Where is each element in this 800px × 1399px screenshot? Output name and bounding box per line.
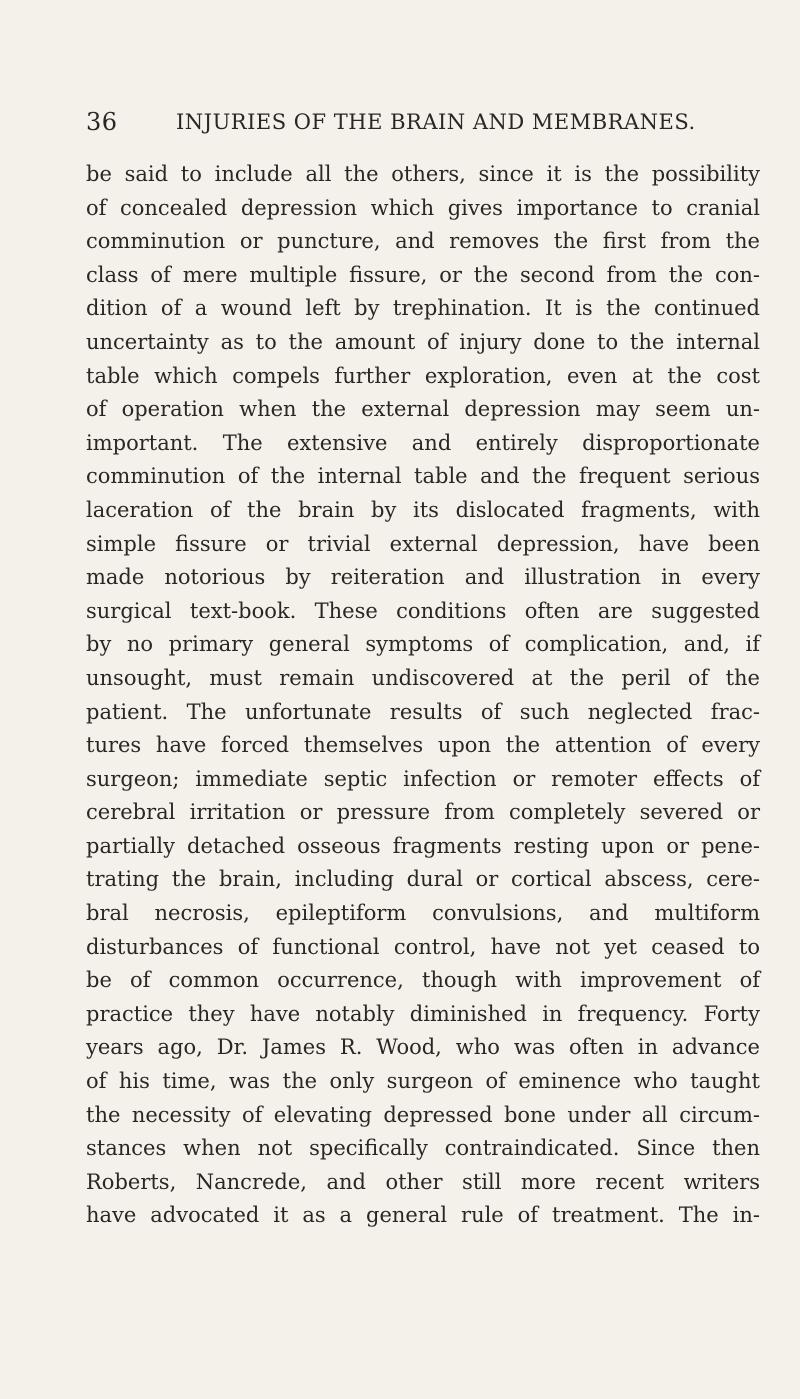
text-line: simple fissure or trivial external depression, have been	[86, 531, 760, 556]
text-line: cerebral irritation or pressure from completely severed or	[86, 800, 760, 825]
text-line: patient. The unfortunate results of such neglected frac-	[86, 699, 760, 724]
text-line: class of mere multiple fissure, or the second from the con-	[86, 262, 760, 287]
text-line: comminution of the internal table and the frequent serious	[86, 464, 760, 489]
text-line: of operation when the external depression may seem un-	[86, 397, 760, 422]
text-line: important. The extensive and entirely disproportionate	[86, 430, 760, 455]
running-head	[86, 104, 746, 140]
text-line: years ago, Dr. James R. Wood, who was often in advance	[86, 1035, 760, 1060]
text-line: unsought, must remain undiscovered at the peril of the	[86, 665, 760, 690]
text-line: made notorious by reiteration and illustration in every	[86, 565, 760, 590]
text-line: partially detached osseous fragments resting upon or pene-	[86, 833, 760, 858]
page-number: 36	[86, 108, 118, 136]
text-line: practice they have notably diminished in frequency. Forty	[86, 1001, 760, 1026]
text-line: Roberts, Nancrede, and other still more recent writers	[86, 1169, 760, 1194]
text-line: trating the brain, including dural or cortical abscess, cere-	[86, 867, 760, 892]
text-line: by no primary general symptoms of complication, and, if	[86, 632, 760, 657]
text-line: surgical text-book. These conditions often are suggested	[86, 598, 760, 623]
text-line: of concealed depression which gives importance to cranial	[86, 195, 760, 220]
text-line: surgeon; immediate septic infection or remoter effects of	[86, 766, 760, 791]
text-line: dition of a wound left by trephination. It is the continued	[86, 296, 760, 321]
text-line: be said to include all the others, since it is the possibility	[86, 162, 760, 186]
text-line: tures have forced themselves upon the attention of every	[86, 733, 760, 758]
body-text	[86, 158, 760, 1233]
text-line: table which compels further exploration, even at the cost	[86, 363, 760, 388]
text-line: bral necrosis, epileptiform convulsions, and multiform	[86, 901, 760, 926]
text-line: disturbances of functional control, have not yet ceased to	[86, 934, 760, 959]
text-line: be of common occurrence, though with improvement of	[86, 968, 760, 993]
text-line: of his time, was the only surgeon of eminence who taught	[86, 1069, 760, 1094]
text-line: stances when not specifically contraindicated. Since then	[86, 1136, 760, 1161]
text-line: have advocated it as a general rule of treatment. The in-	[86, 1203, 760, 1228]
text-line: laceration of the brain by its dislocated fragments, with	[86, 497, 760, 522]
running-title: INJURIES OF THE BRAIN AND MEMBRANES.	[176, 110, 696, 134]
text-line: comminution or puncture, and removes the first from the	[86, 229, 760, 254]
text-line: the necessity of elevating depressed bone under all circum-	[86, 1102, 760, 1127]
text-line: uncertainty as to the amount of injury done to the internal	[86, 329, 760, 354]
